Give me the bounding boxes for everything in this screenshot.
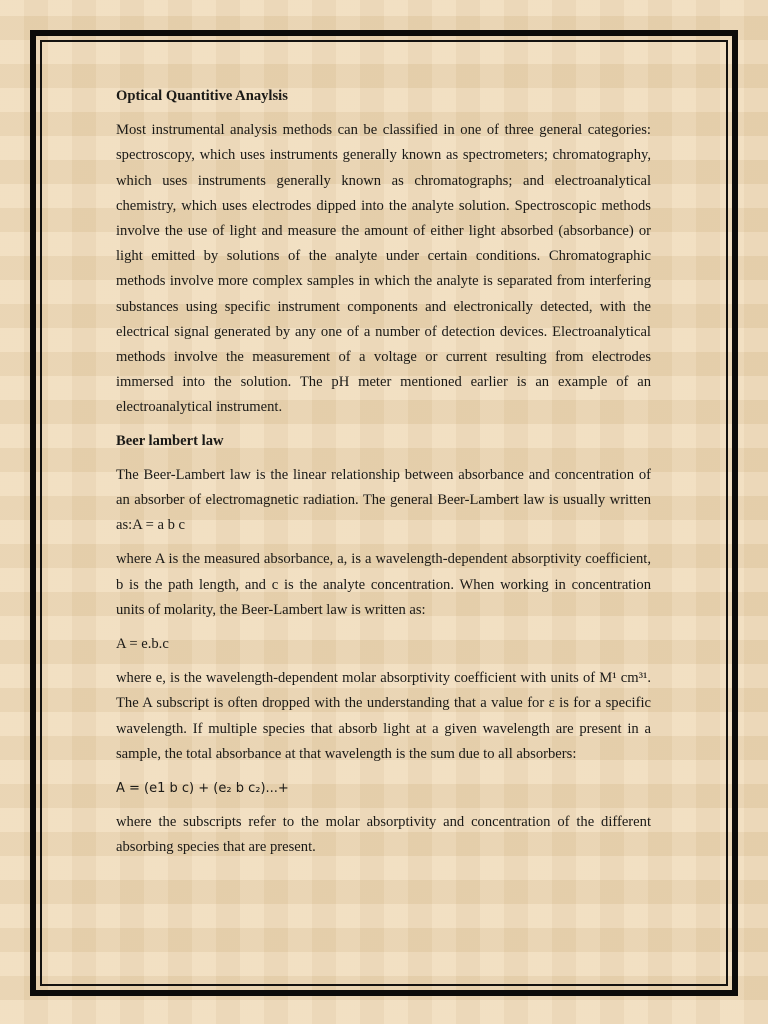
equation-beer-lambert: A = e.b.c: [116, 636, 169, 653]
section-heading: Beer lambert law: [116, 432, 224, 449]
closing-paragraph: where the subscripts refer to the molar absorptivity and concentration of the different absorbing species that are present.: [116, 814, 651, 856]
equation-multiple-absorbers: A = (e1 b c) + (e₂ b c₂)...+: [116, 781, 289, 797]
intro-paragraph: Most instrumental analysis methods can be classified in one of three general categories: spectroscopy, which uses instruments generally known as spectrometers; chromatography, which uses instruments generally known as chromatographs; and electroanalytical chemistry, which uses electrodes dipped into the analyte solution. Spectroscopic methods involve the use of light and measure the amount of either light absorbed (absorbance) or light emitted by solutions of the analyte under certain conditions. Chromatographic methods involve more complex samples in which the analyte is separated from interfering substances using specific instrument components and electronically detected, with the electrical signal generated by any one of a number of detection devices. Electroanalytical methods involve the measurement of a voltage or current resulting from electrodes immersed into the solution. The pH meter mentioned earlier is an example of an electroanalytical instrument.: [116, 122, 651, 416]
document-title: Optical Quantitive Anaylsis: [116, 88, 288, 104]
document-body: [116, 84, 651, 861]
molar-absorptivity-paragraph: where e, is the wavelength-dependent molar absorptivity coefficient with units of M¹ cm³¹. The A subscript is often dropped with the understanding that a value for ε is for a specific wavelength. If multiple species that absorb light at a given wavelength are present in a sample, the total absorbance at that wavelength is the sum due to all absorbers:: [116, 670, 651, 762]
variables-paragraph: where A is the measured absorbance, a, is a wavelength-dependent absorptivity coefficient, b is the path length, and c is the analyte concentration. When working in concentration units of molarity, the Beer-Lambert law is written as:: [116, 551, 651, 618]
law-paragraph: The Beer-Lambert law is the linear relationship between absorbance and concentration of an absorber of electromagnetic radiation. The general Beer-Lambert law is usually written as:A = a b c: [116, 466, 651, 534]
